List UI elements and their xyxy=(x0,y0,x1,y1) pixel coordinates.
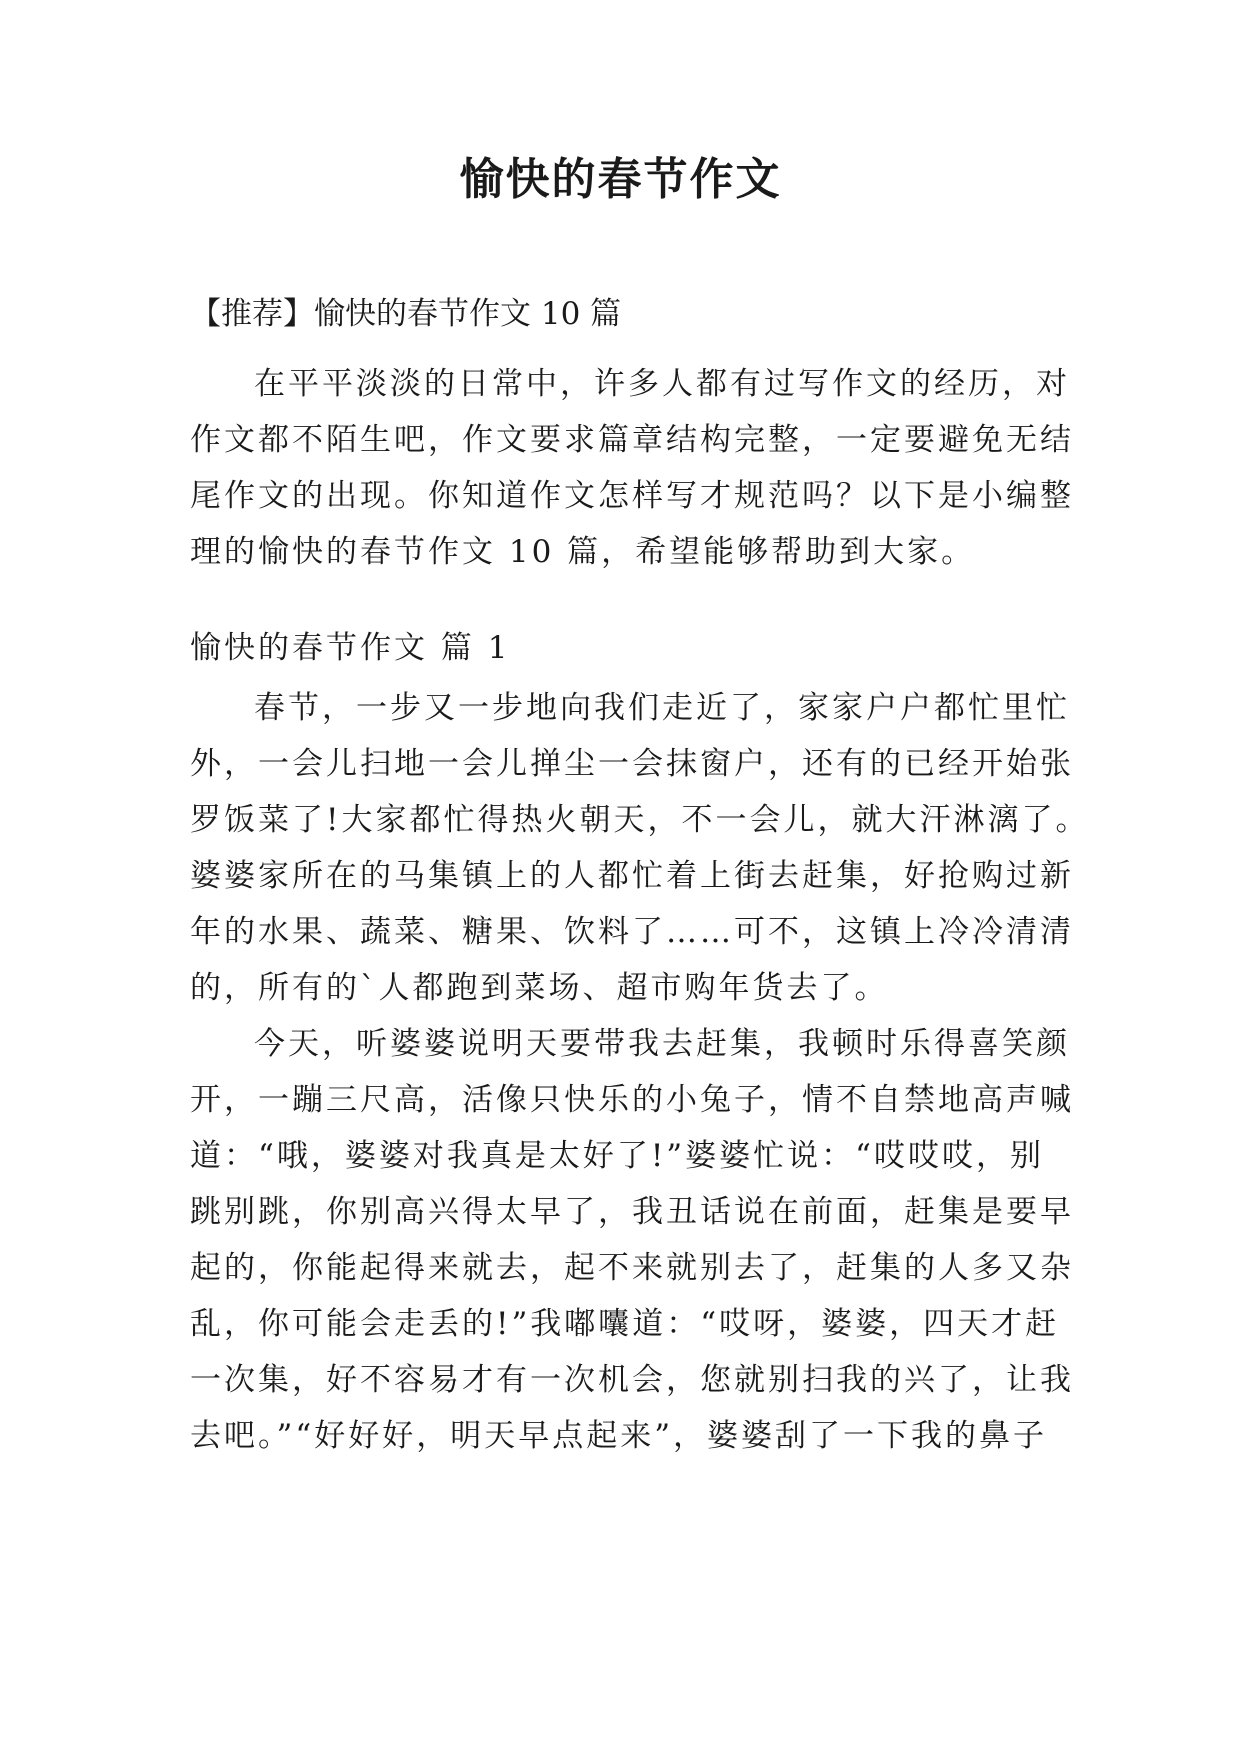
paragraph-line: 年的水果、蔬菜、糖果、饮料了……可不，这镇上冷冷清清 xyxy=(190,914,1074,950)
paragraph-line: 跳别跳，你别高兴得太早了，我丑话说在前面，赶集是要早 xyxy=(190,1194,1074,1230)
document-title: 愉快的春节作文 xyxy=(459,154,782,205)
paragraph-line: 罗饭菜了!大家都忙得热火朝天，不一会儿，就大汗淋漓了。 xyxy=(190,802,1090,838)
intro-line: 作文都不陌生吧，作文要求篇章结构完整，一定要避免无结 xyxy=(190,422,1074,458)
paragraph-line: 外，一会儿扫地一会儿掸尘一会抹窗户，还有的已经开始张 xyxy=(190,746,1074,782)
paragraph-line: 婆婆家所在的马集镇上的人都忙着上街去赶集，好抢购过新 xyxy=(190,858,1074,894)
paragraph-line: 今天，听婆婆说明天要带我去赶集，我顿时乐得喜笑颜 xyxy=(254,1026,1070,1062)
paragraph-line: 乱，你可能会走丢的!”我嘟囔道：“哎呀，婆婆，四天才赶 xyxy=(190,1306,1060,1342)
paragraph-line: 道：“哦，婆婆对我真是太好了!”婆婆忙说：“哎哎哎，别 xyxy=(190,1138,1044,1174)
intro-line: 理的愉快的春节作文 10 篇，希望能够帮助到大家。 xyxy=(190,534,976,570)
document-subtitle: 【推荐】愉快的春节作文 10 篇 xyxy=(190,296,622,332)
intro-line: 在平平淡淡的日常中，许多人都有过写作文的经历，对 xyxy=(254,366,1070,402)
paragraph-line: 的，所有的`人都跑到菜场、超市购年货去了。 xyxy=(190,970,889,1006)
section-heading: 愉快的春节作文 篇 1 xyxy=(190,630,511,666)
paragraph-line: 开，一蹦三尺高，活像只快乐的小兔子，情不自禁地高声喊 xyxy=(190,1082,1074,1118)
paragraph-line: 去吧。”“好好好，明天早点起来”，婆婆刮了一下我的鼻子 xyxy=(190,1418,1048,1454)
intro-line: 尾作文的出现。你知道作文怎样写才规范吗？以下是小编整 xyxy=(190,478,1074,514)
paragraph-line: 起的，你能起得来就去，起不来就别去了，赶集的人多又杂 xyxy=(190,1250,1074,1286)
paragraph-line: 一次集，好不容易才有一次机会，您就别扫我的兴了，让我 xyxy=(190,1362,1074,1398)
paragraph-line: 春节，一步又一步地向我们走近了，家家户户都忙里忙 xyxy=(254,690,1070,726)
